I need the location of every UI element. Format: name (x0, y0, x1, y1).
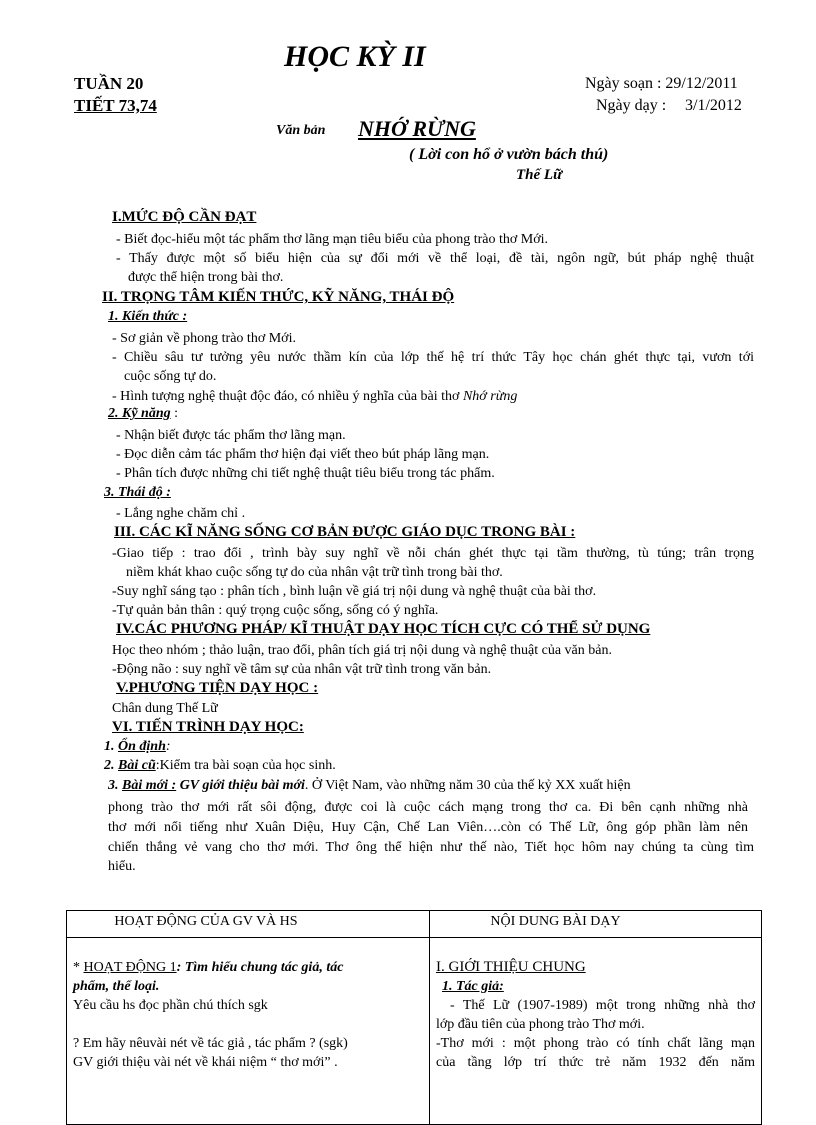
content-block (430, 938, 761, 1072)
step-3-label: Bài mới : (122, 778, 177, 793)
lesson-subtitle: ( Lời con hổ ở vườn bách thú) (409, 146, 609, 163)
teach-date-label: Ngày dạy : (596, 97, 667, 114)
week-label: TUẦN 20 (74, 74, 144, 93)
section-5-item: Chân dung Thế Lữ (112, 701, 218, 716)
attitude-item: - Lắng nghe chăm chỉ . (116, 506, 246, 521)
knowledge-item: - Sơ giản về phong trào thơ Mới. (112, 331, 296, 346)
section-5-heading: V.PHƯƠNG TIỆN DẠY HỌC : (116, 680, 319, 696)
step-1-number: 1. (104, 739, 115, 754)
content-line: lớp đầu tiên của phong trào Thơ mới. (436, 1017, 645, 1032)
lesson-author: Thế Lữ (516, 167, 563, 183)
section-4-item: -Động não : suy nghĩ về tâm sự của nhân vật trữ tình trong văn bản. (112, 662, 492, 677)
table-header-left (67, 911, 430, 938)
semester-title: HỌC KỲ II (284, 40, 426, 73)
activity-line: GV giới thiệu vài nét về khái niệm “ thơ mới” . (73, 1055, 338, 1070)
knowledge-item: - Chiều sâu tư tưởng yêu nước thầm kín của lớp thế hệ trí thức Tây học chán ghét thực tại, vươn tới (112, 350, 754, 365)
table-header-left-text: HOẠT ĐỘNG CỦA GV VÀ HS (114, 914, 298, 929)
skills-colon: : (170, 406, 179, 421)
section-3-item: -Tự quản bản thân : quý trọng cuộc sống, sống có ý nghĩa. (112, 603, 439, 618)
section-4-item: Học theo nhóm ; thảo luận, trao đổi, phân tích giá trị nội dung và nghệ thuật của văn bản. (112, 643, 612, 658)
period-label: TIẾT 73,74 (74, 96, 157, 115)
table-cell-activities (67, 938, 430, 1125)
skills-label-row (108, 406, 178, 422)
step-3-line: chiến thắng vẻ vang cho thơ mới. Thơ ông thể hiện như thế nào, Tiết học hôm nay chúng ta cùng tìm (108, 840, 754, 855)
step-1-tail: : (165, 739, 171, 754)
step-2-number: 2. (104, 758, 115, 773)
attitude-label: 3. Thái độ : (104, 485, 171, 500)
knowledge-item: cuộc sống tự do. (124, 369, 217, 384)
section-3-item: -Suy nghĩ sáng tạo : phân tích , bình luận về giá trị nội dung và nghệ thuật của bài thơ. (112, 584, 597, 599)
step-3-number: 3. (108, 778, 119, 793)
activity-line: ? Em hãy nêuvài nét về tác giả , tác phẩm ? (sgk) (73, 1036, 348, 1051)
content-heading: I. GIỚI THIỆU CHUNG (436, 959, 586, 975)
content-line: - Thế Lữ (1907-1989) một trong những nhà thơ (450, 998, 755, 1013)
step-2 (104, 758, 336, 774)
section-1-item: - Biết đọc-hiểu một tác phẩm thơ lãng mạn tiêu biểu của phong trào thơ Mới. (116, 232, 548, 247)
step-2-text: :Kiểm tra bài soạn của học sinh. (155, 758, 336, 773)
step-3-line: phong trào thơ mới rất sôi động, được coi là cuộc cách mạng trong thơ ca. Đi bên cạnh những nhà (108, 800, 748, 815)
step-3 (108, 778, 631, 794)
activity-label: HOẠT ĐỘNG 1 (83, 960, 177, 975)
section-1-item: - Thấy được một số biểu hiện của sự đổi mới về thể loại, đề tài, ngôn ngữ, bút pháp nghệ thuật (116, 251, 754, 266)
content-line: -Thơ mới : một phong trào có tính chất lãng mạn (436, 1036, 755, 1051)
knowledge-item-text: - Hình tượng nghệ thuật độc đáo, có nhiều ý nghĩa của bài thơ (112, 389, 460, 404)
activity-title-cont: phẩm, thể loại. (73, 979, 160, 994)
skills-item: - Đọc diễn cảm tác phẩm thơ hiện đại viết theo bút pháp lãng mạn. (116, 447, 490, 462)
skills-item: - Nhận biết được tác phẩm thơ lãng mạn. (116, 428, 346, 443)
activity-line: Yêu cầu hs đọc phần chú thích sgk (73, 998, 268, 1013)
content-line: của tầng lớp trí thức trẻ năm 1932 đến năm (436, 1055, 755, 1070)
section-2-heading (102, 289, 454, 306)
step-1 (104, 739, 171, 755)
activity-prefix: * (73, 960, 84, 975)
section-6-heading-text: VI. TIẾN TRÌNH DẠY HỌC: (112, 719, 304, 735)
section-3-item: -Giao tiếp : trao đổi , trình bày suy nghĩ về nỗi chán ghét thực tại tầm thường, tù túng; trân trọng (112, 546, 754, 561)
section-3-item: niềm khát khao cuộc sống tự do của nhân vật trữ tình trong bài thơ. (126, 565, 503, 580)
spacer (73, 1015, 423, 1034)
section-2-heading-text: II. TRỌNG TÂM KIẾN THỨC, KỸ NĂNG, THÁI ĐỘ (102, 289, 455, 305)
step-3-line: thơ mới nổi tiếng như Xuân Diệu, Huy Cận, Chế Lan Viên….còn có Thế Lữ, ông góp phần làm nên (108, 820, 748, 835)
activity-heading (73, 958, 423, 977)
step-1-label: Ổn định (118, 739, 166, 754)
section-3-heading: III. CÁC KĨ NĂNG SỐNG CƠ BẢN ĐƯỢC GIÁO DỤC TRONG BÀI : (114, 524, 576, 540)
author-sub-label: 1. Tác giả: (442, 979, 504, 994)
activity-block (67, 938, 429, 1072)
prep-date: Ngày soạn : 29/12/2011 (585, 75, 738, 92)
skills-label: 2. Kỹ năng (108, 406, 171, 421)
knowledge-label: 1. Kiến thức : (108, 309, 188, 324)
lesson-type-label: Văn bản (276, 123, 326, 138)
section-6-heading (112, 719, 304, 736)
step-3-lead: GV giới thiệu bài mới (179, 778, 305, 793)
teach-date-value: 3/1/2012 (685, 97, 742, 114)
knowledge-item (112, 387, 517, 406)
lesson-table (66, 910, 762, 1125)
table-cell-content (430, 938, 762, 1125)
activity-title: : Tìm hiểu chung tác giả, tác (176, 960, 344, 975)
step-2-label: Bài cũ (118, 758, 156, 773)
section-1-item: được thể hiện trong bài thơ. (128, 270, 284, 285)
section-1-heading: I.MỨC ĐỘ CẦN ĐẠT (112, 209, 257, 225)
table-header-right (430, 911, 762, 938)
table-header-right-text: NỘI DUNG BÀI DẠY (490, 914, 621, 929)
lesson-title: NHỚ RỪNG (358, 116, 476, 141)
section-4-heading: IV.CÁC PHƯƠNG PHÁP/ KĨ THUẬT DẠY HỌC TÍCH CỰC CÓ THỂ SỬ DỤNG (116, 621, 651, 637)
poem-title-italic: Nhớ rừng (462, 389, 518, 404)
skills-item: - Phân tích được những chi tiết nghệ thuật tiêu biểu trong tác phẩm. (116, 466, 495, 481)
step-3-line: . Ở Việt Nam, vào những năm 30 của thế kỷ XX xuất hiện (304, 778, 631, 793)
step-3-line: hiểu. (108, 859, 136, 874)
